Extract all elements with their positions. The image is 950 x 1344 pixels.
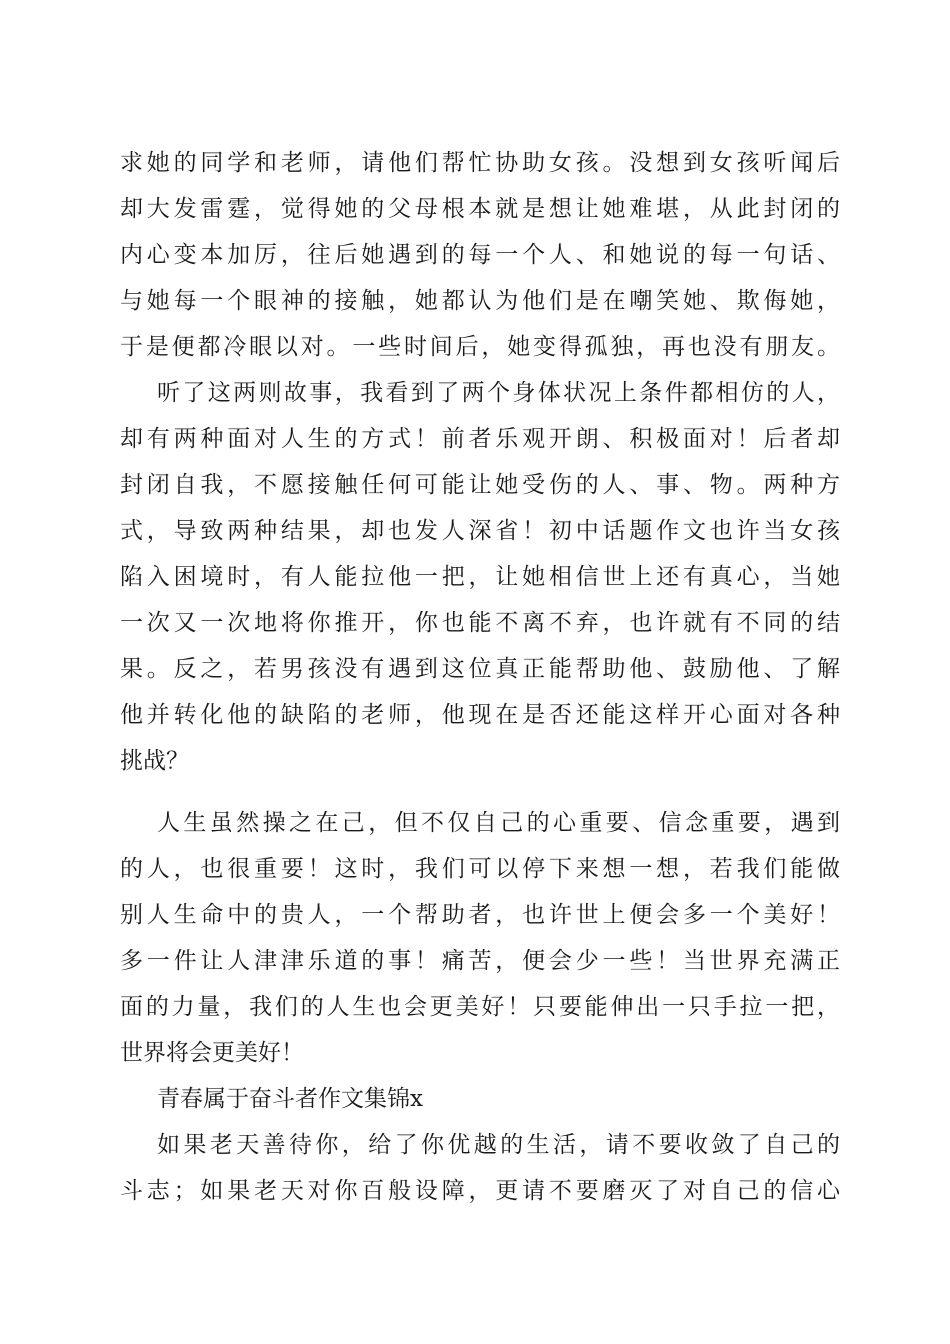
text-line: 封闭自我，不愿接触任何可能让她受伤的人、事、物。两种方 [120,472,840,498]
paragraph-first-line: 人生虽然操之在己，但不仅自己的心重要、信念重要，遇到 [157,810,840,836]
section-title: 青春属于奋斗者作文集锦x [157,1086,423,1112]
text-line: 别人生命中的贵人，一个帮助者，也许世上便会多一个美好！ [120,902,840,928]
text-line: 陷入困境时，有人能拉他一把，让她相信世上还有真心，当她 [120,564,840,590]
text-line: 与她每一个眼神的接触，她都认为他们是在嘲笑她、欺侮她， [120,288,840,314]
text-line: 于是便都冷眼以对。一些时间后，她变得孤独，再也没有朋友。 [120,334,840,360]
text-line: 挑战？ [120,748,189,774]
text-line: 式，导致两种结果，却也发人深省！初中话题作文也许当女孩 [120,518,840,544]
text-line: 多一件让人津津乐道的事！痛苦，便会少一些！当世界充满正 [120,948,840,974]
text-line: 却有两种面对人生的方式！前者乐观开朗、积极面对！后者却 [120,426,840,452]
text-line: 内心变本加厉，往后她遇到的每一个人、和她说的每一句话、 [120,242,840,268]
text-line: 斗志；如果老天对你百般设障，更请不要磨灭了对自己的信心 [120,1178,840,1204]
text-line: 却大发雷霆，觉得她的父母根本就是想让她难堪，从此封闭的 [120,196,840,222]
text-line: 的人，也很重要！这时，我们可以停下来想一想，若我们能做 [120,856,840,882]
text-line: 一次又一次地将你推开，你也能不离不弃，也许就有不同的结 [120,610,840,636]
paragraph-first-line: 听了这两则故事，我看到了两个身体状况上条件都相仿的人， [157,380,840,406]
text-line: 果。反之，若男孩没有遇到这位真正能帮助他、鼓励他、了解 [120,656,840,682]
paragraph-first-line: 如果老天善待你，给了你优越的生活，请不要收敛了自己的 [157,1132,840,1158]
text-line: 他并转化他的缺陷的老师，他现在是否还能这样开心面对各种 [120,702,840,728]
text-line: 求她的同学和老师，请他们帮忙协助女孩。没想到女孩听闻后 [120,150,840,176]
text-line: 面的力量，我们的人生也会更美好！只要能伸出一只手拉一把， [120,994,840,1020]
text-line: 世界将会更美好！ [120,1040,304,1066]
